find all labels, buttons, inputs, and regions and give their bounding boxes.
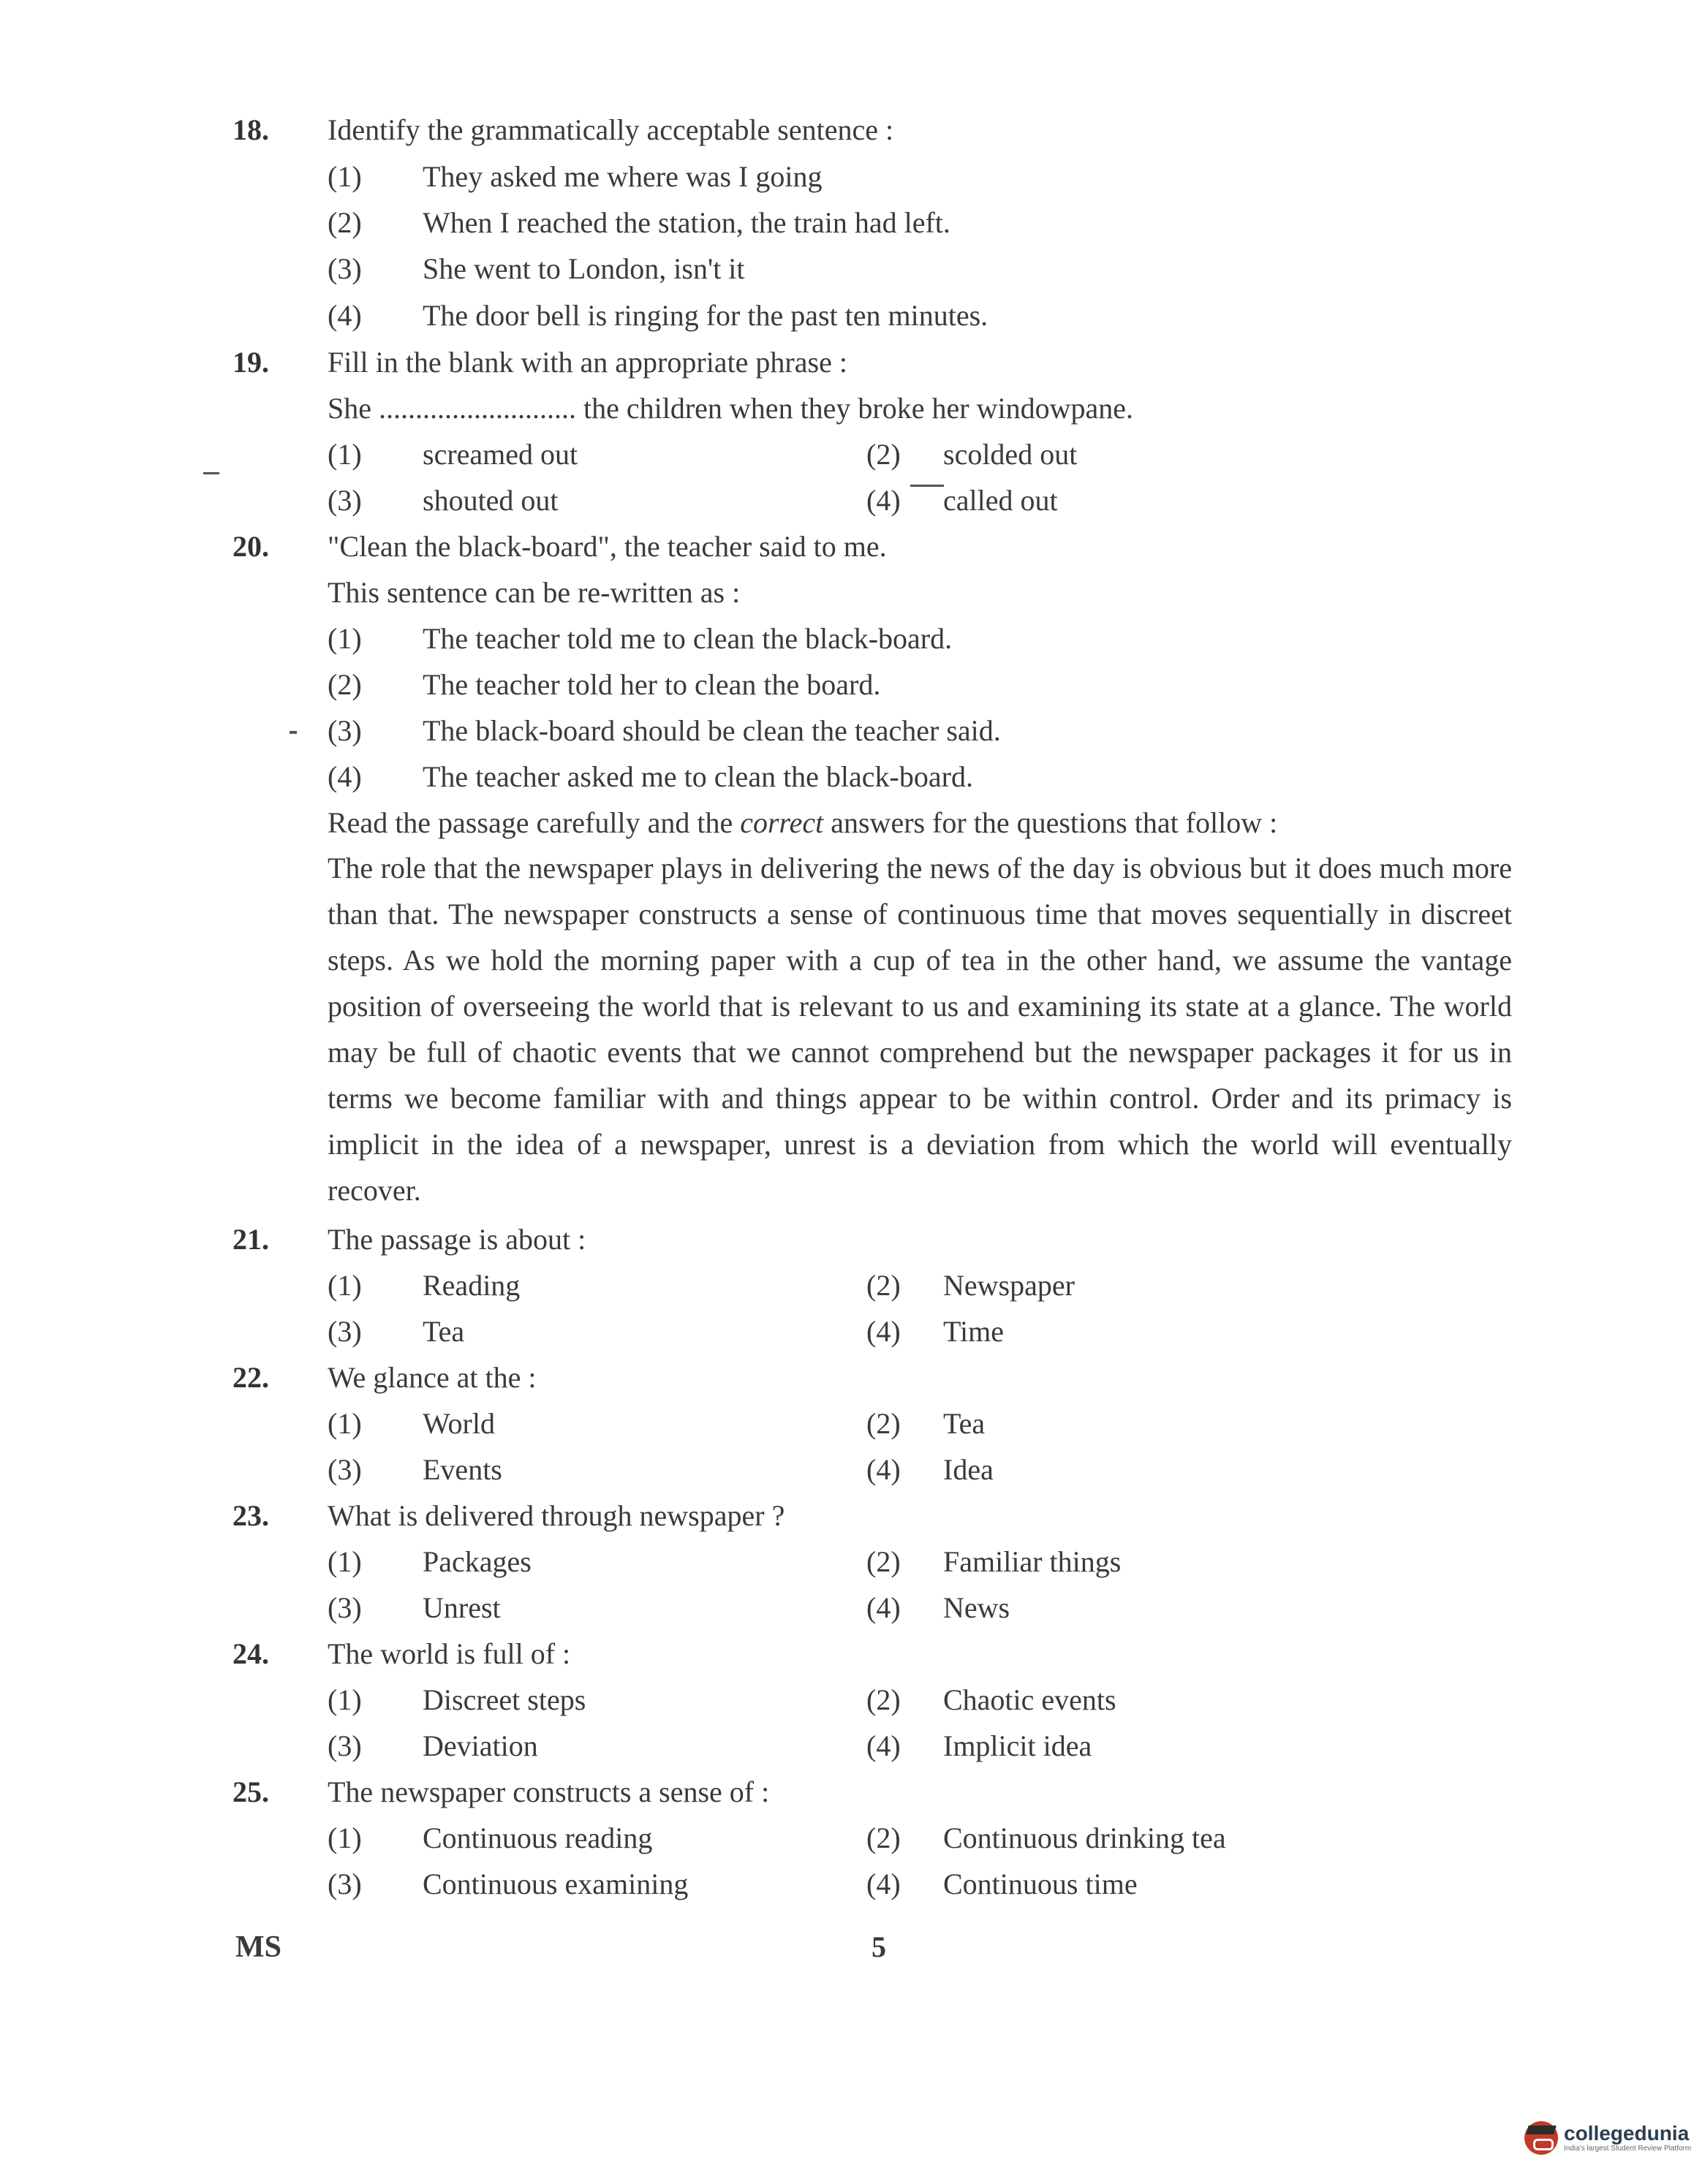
option-number: (4) <box>866 1453 901 1486</box>
option-text: Events <box>423 1453 502 1486</box>
option-number: (1) <box>328 622 362 655</box>
question-stem-line2: This sentence can be re-written as : <box>328 576 741 609</box>
option-text: They asked me where was I going <box>423 160 823 193</box>
option-number: (4) <box>866 1591 901 1624</box>
question-stem: We glance at the : <box>328 1361 537 1394</box>
option-number: (2) <box>866 438 901 471</box>
option-text: scolded out <box>943 438 1078 471</box>
question-number: 19. <box>232 346 269 379</box>
question-stem: The world is full of : <box>328 1637 571 1670</box>
option-text: World <box>423 1407 495 1440</box>
option-text: Chaotic events <box>943 1683 1116 1716</box>
option-text: Idea <box>943 1453 994 1486</box>
option-text: Time <box>943 1315 1005 1348</box>
collegedunia-watermark <box>1524 2121 1691 2155</box>
graduation-cap-icon <box>1524 2121 1558 2155</box>
option-number: (3) <box>328 714 362 747</box>
question-number: 21. <box>232 1223 269 1256</box>
option-number: (4) <box>866 1729 901 1762</box>
option-number: (3) <box>328 1315 362 1348</box>
option-text: She went to London, isn't it <box>423 252 745 285</box>
option-text: News <box>943 1591 1010 1624</box>
option-number: (1) <box>328 1269 362 1302</box>
option-number: (1) <box>328 1545 362 1578</box>
option-number: (2) <box>866 1407 901 1440</box>
passage-instruction <box>328 805 1277 841</box>
option-text: The teacher told her to clean the board. <box>423 668 881 701</box>
option-text: Reading <box>423 1269 521 1302</box>
question-stem: Identify the grammatically acceptable sentence : <box>328 113 894 146</box>
reading-passage: The role that the newspaper plays in delivering the news of the day is obvious but it does much more than that. The newspaper constructs a sense of continuous time that moves sequentially in discreet steps. As we hold the morning paper with a cup of tea in the other hand, we assume the vantage position of overseeing the world that is relevant to us and examining its state at a glance. The world may be full of chaotic events that we cannot comprehend but the newspaper packages it for us in terms we become familiar with and things appear to be within control. Order and its primacy is implicit in the idea of a newspaper, unrest is a deviation from which the world will eventually recover. <box>328 852 1512 1207</box>
logo-tagline: India's largest Student Review Platform <box>1564 2145 1692 2153</box>
option-number: (1) <box>328 1683 362 1716</box>
question-stem-line2: She ........................... the children when they broke her windowpane. <box>328 392 1133 425</box>
option-number: (3) <box>328 1868 362 1900</box>
question-stem: The newspaper constructs a sense of : <box>328 1775 770 1808</box>
option-text: called out <box>943 484 1058 517</box>
option-text: Implicit idea <box>943 1729 1092 1762</box>
option-text: Tea <box>423 1315 465 1348</box>
page-number: 5 <box>872 1930 886 1963</box>
paper-code: MS <box>235 1930 281 1964</box>
option-text: The door bell is ringing for the past ten minutes. <box>423 299 988 332</box>
option-number: (4) <box>328 299 362 332</box>
option-number: (3) <box>328 1591 362 1624</box>
option-number: (1) <box>328 438 362 471</box>
option-number: (1) <box>328 160 362 193</box>
option-text: Unrest <box>423 1591 501 1624</box>
stray-mark <box>290 731 297 734</box>
question-number: 25. <box>232 1775 269 1808</box>
option-number: (1) <box>328 1407 362 1440</box>
option-number: (4) <box>866 1315 901 1348</box>
question-stem: What is delivered through newspaper ? <box>328 1499 785 1532</box>
option-number: (2) <box>866 1269 901 1302</box>
option-text: screamed out <box>423 438 578 471</box>
question-number: 23. <box>232 1499 269 1532</box>
option-text: Discreet steps <box>423 1683 586 1716</box>
option-text: When I reached the station, the train had left. <box>423 206 950 239</box>
option-number: (3) <box>328 484 362 517</box>
logo-text <box>1564 2123 1691 2153</box>
stray-mark <box>203 472 219 474</box>
option-text: Continuous reading <box>423 1821 653 1854</box>
option-number: (2) <box>866 1683 901 1716</box>
option-number: (4) <box>866 1868 901 1900</box>
option-number: (2) <box>328 668 362 701</box>
option-number: (3) <box>328 252 362 285</box>
option-number: (2) <box>866 1821 901 1854</box>
option-text: Continuous examining <box>423 1868 689 1900</box>
question-stem: "Clean the black-board", the teacher said to me. <box>328 530 887 563</box>
logo-name: collegedunia <box>1564 2122 1690 2145</box>
option-text: Newspaper <box>943 1269 1075 1302</box>
instruction-emphasis: correct <box>740 806 824 839</box>
instruction-text: Read the passage carefully and the <box>328 806 741 839</box>
option-number: (4) <box>328 760 362 793</box>
option-number: (3) <box>328 1453 362 1486</box>
option-text: Packages <box>423 1545 532 1578</box>
option-text: The teacher told me to clean the black-board. <box>423 622 953 655</box>
question-stem: The passage is about : <box>328 1223 586 1256</box>
option-number: (4) <box>866 484 901 517</box>
option-number: (2) <box>328 206 362 239</box>
question-number: 22. <box>232 1361 269 1394</box>
question-number: 24. <box>232 1637 269 1670</box>
instruction-text: answers for the questions that follow : <box>823 806 1278 839</box>
option-text: Continuous drinking tea <box>943 1821 1226 1854</box>
question-stem: Fill in the blank with an appropriate phrase : <box>328 346 847 379</box>
stray-mark <box>910 485 944 487</box>
option-text: shouted out <box>423 484 559 517</box>
question-number: 20. <box>232 530 269 563</box>
option-text: The teacher asked me to clean the black-board. <box>423 760 973 793</box>
question-number: 18. <box>232 113 269 146</box>
option-text: The black-board should be clean the teacher said. <box>423 714 1001 747</box>
option-text: Familiar things <box>943 1545 1122 1578</box>
option-number: (2) <box>866 1545 901 1578</box>
option-number: (3) <box>328 1729 362 1762</box>
option-text: Tea <box>943 1407 986 1440</box>
option-text: Continuous time <box>943 1868 1138 1900</box>
option-text: Deviation <box>423 1729 538 1762</box>
option-number: (1) <box>328 1821 362 1854</box>
